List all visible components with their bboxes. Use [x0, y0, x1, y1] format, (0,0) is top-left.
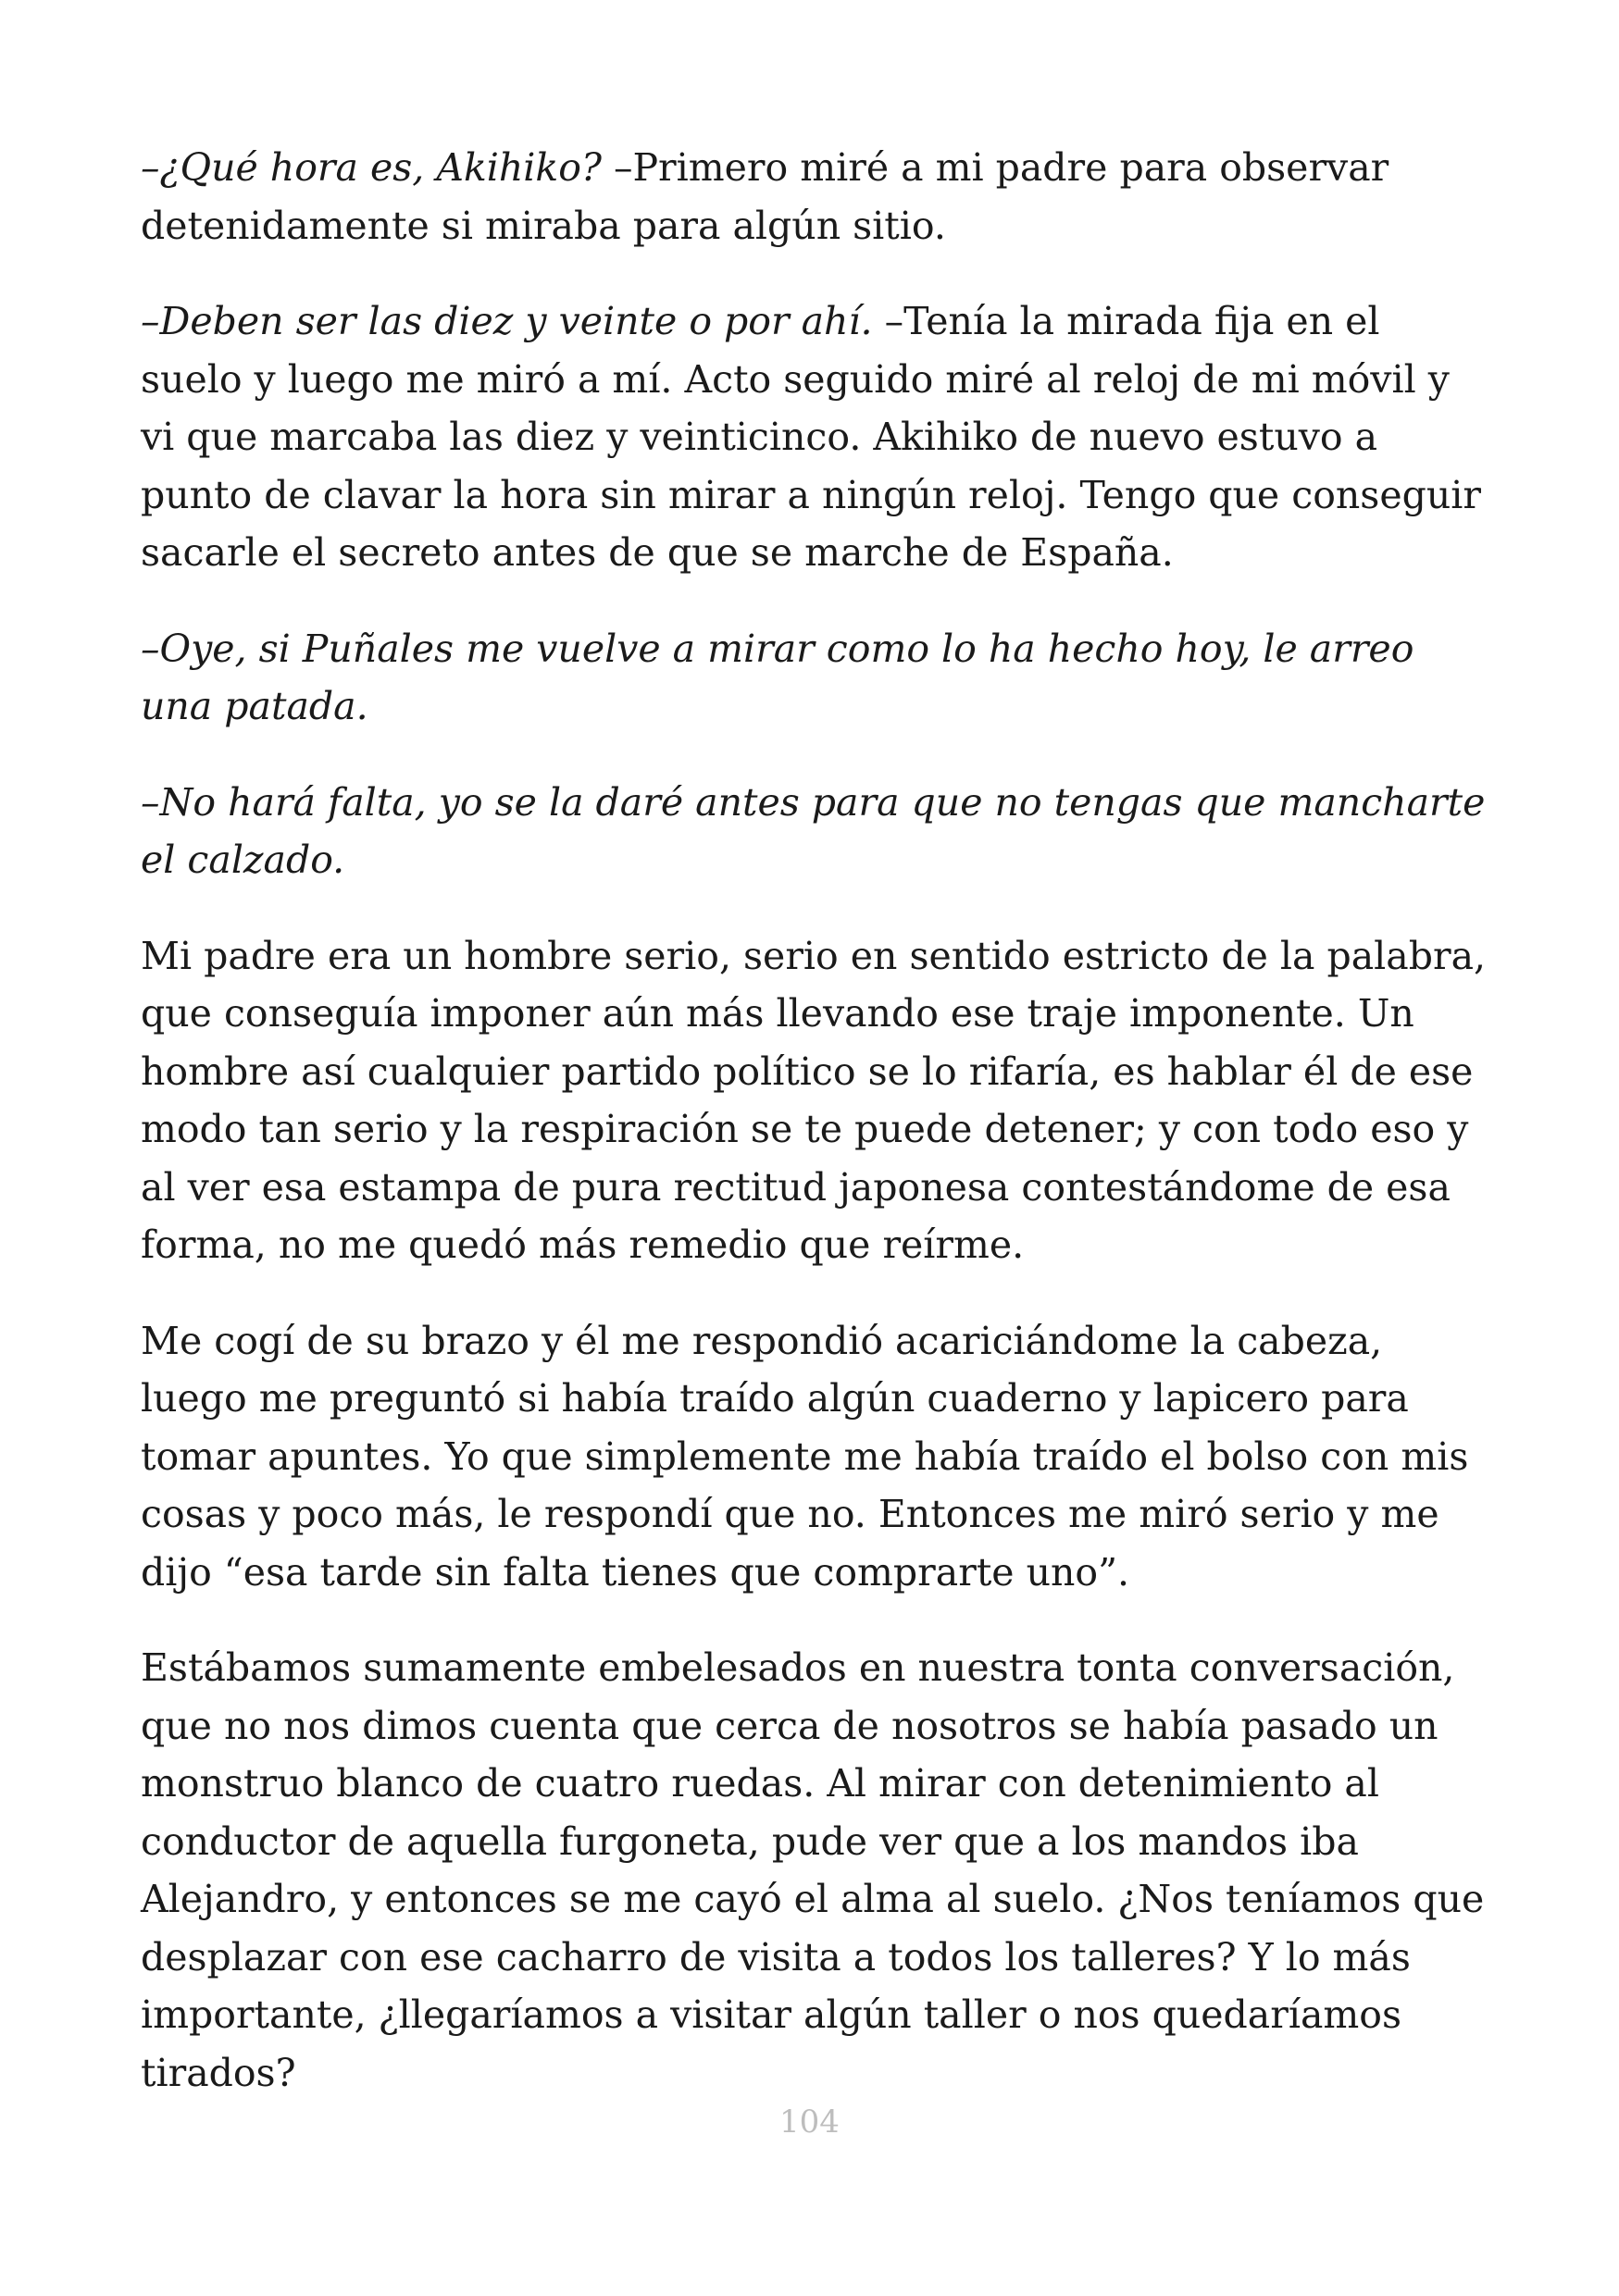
paragraph-2: [141, 292, 1492, 582]
paragraph-7: [141, 1639, 1492, 2102]
dialogue-italic: –¿Qué hora es, Akihiko?: [141, 145, 602, 190]
narration-text: Estábamos sumamente embelesados en nuestra tonta conversación, que no nos dimos cuenta que cerca de nosotros se había pasado un monstruo blanco de cuatro ruedas. Al mirar con detenimiento al conductor de aquella furgoneta, pude ver que a los mandos iba Alejandro, y entonces se me cayó el alma al suelo. ¿Nos teníamos que desplazar con ese cacharro de visita a todos los talleres? Y lo más importante, ¿llegaríamos a visitar algún taller o nos quedaríamos tirados?: [141, 1645, 1485, 2095]
narration-text: –Tenía la mirada fija en el suelo y luego me miró a mí. Acto seguido miré al reloj de mi móvil y vi que marcaba las diez y veinticinco. Akihiko de nuevo estuvo a punto de clavar la hora sin mirar a ningún reloj. Tengo que conseguir sacarle el secreto antes de que se marche de España.: [141, 299, 1481, 575]
narration-text: Mi padre era un hombre serio, serio en sentido estricto de la palabra, que conseguía imponer aún más llevando ese traje imponente. Un hombre así cualquier partido político se lo rifaría, es hablar él de ese modo tan serio y la respiración se te puede detener; y con todo eso y al ver esa estampa de pura rectitud japonesa contestándome de esa forma, no me quedó más remedio que reírme.: [141, 933, 1487, 1267]
dialogue-italic: –Oye, si Puñales me vuelve a mirar como lo ha hecho hoy, le arreo una patada.: [141, 626, 1414, 728]
paragraph-4: [141, 774, 1492, 889]
narration-text: –Primero miré a mi padre para observar detenidamente si miraba para algún sitio.: [141, 145, 1389, 248]
dialogue-italic: –No hará falta, yo se la daré antes para que no tengas que mancharte el calzado.: [141, 779, 1486, 882]
paragraph-5: [141, 927, 1492, 1274]
text-body: [141, 139, 1492, 2140]
dialogue-italic: –Deben ser las diez y veinte o por ahí.: [141, 299, 873, 343]
paragraph-3: [141, 620, 1492, 736]
paragraph-6: [141, 1312, 1492, 1602]
narration-text: Me cogí de su brazo y él me respondió acariciándome la cabeza, luego me preguntó si había traído algún cuaderno y lapicero para tomar apuntes. Yo que simplemente me había traído el bolso con mis cosas y poco más, le respondí que no. Entonces me miró serio y me dijo “esa tarde sin falta tienes que comprarte uno”.: [141, 1318, 1469, 1595]
page-number: 104: [779, 2104, 840, 2141]
paragraph-1: [141, 139, 1492, 254]
